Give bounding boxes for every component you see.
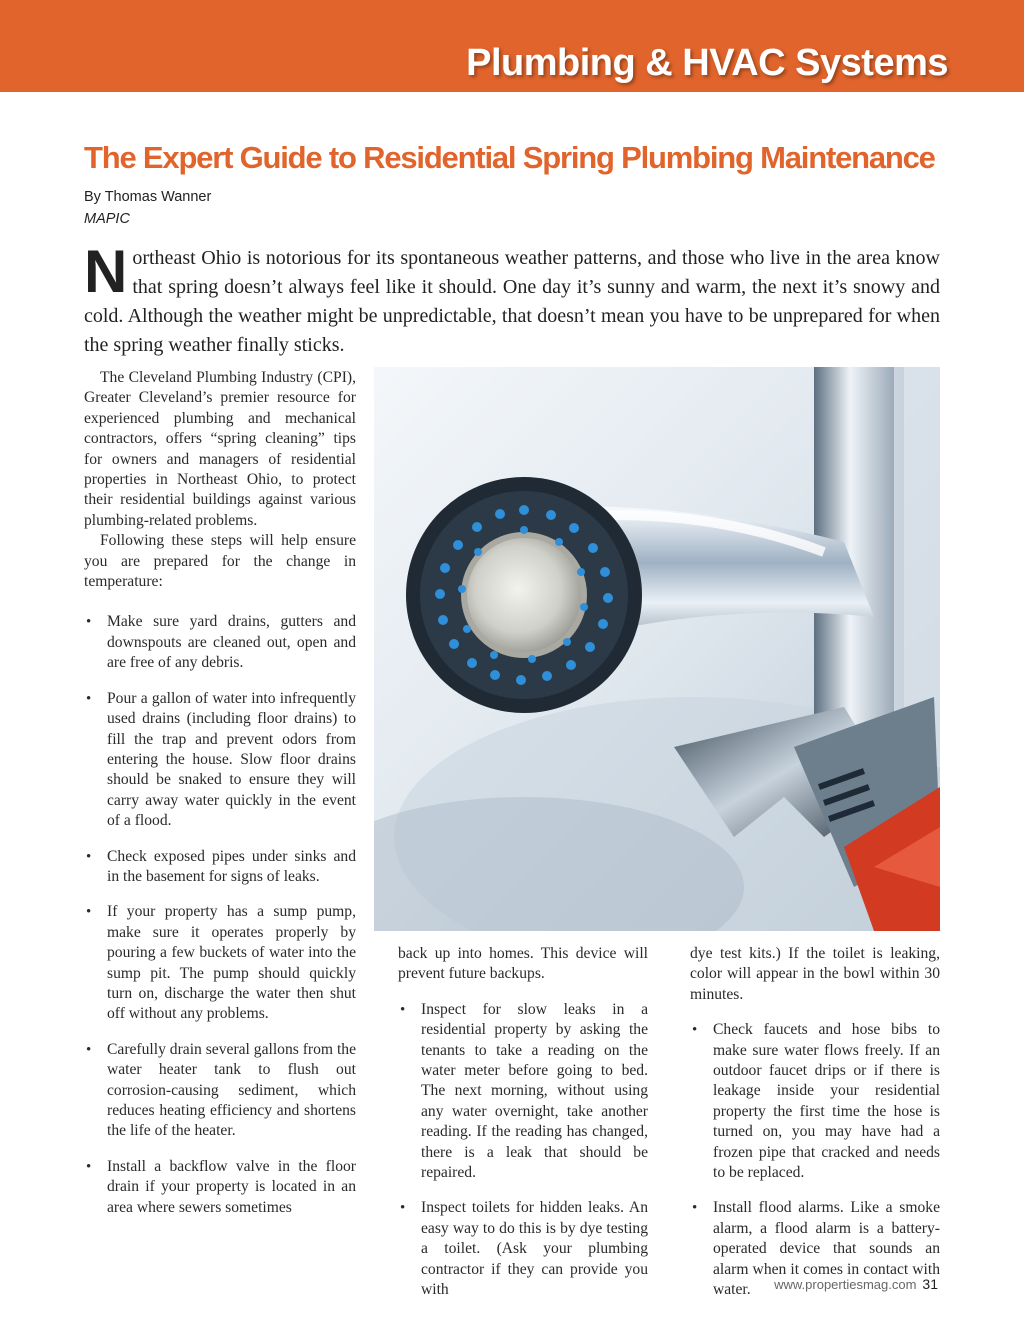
tips-list-3 (690, 1020, 940, 1300)
column-2 (398, 944, 648, 1316)
tips-list (84, 612, 356, 1218)
section-title: Plumbing & HVAC Systems (466, 42, 948, 84)
article-headline: The Expert Guide to Residential Spring Plumbing Maintenance (84, 140, 935, 175)
column-1 (84, 368, 356, 1233)
intro-text: ortheast Ohio is notorious for its spontaneous weather patterns, and those who live in the area know that spring doesn’t always feel like it should. One day it’s sunny and warm, the next it’s snowy and cold. Although the weather might be unpredictable, that doesn’t mean you have to be unprepared for when the spring weather finally sticks. (84, 247, 940, 356)
photo-illustration (374, 367, 940, 931)
list-item: • Install flood alarms. Like a smoke alarm, a flood alarm is a battery-operated device that sounds an alarm when it comes in contact with water. (690, 1198, 940, 1300)
author-byline: By Thomas Wanner (84, 189, 212, 205)
faucet-wrench-photo (374, 367, 940, 931)
body-paragraph: Following these steps will help ensure you are prepared for the change in temperature: (84, 532, 356, 591)
list-item: • Inspect for slow leaks in a residential property by asking the tenants to take a reading on the water meter before going to bed. The next morning, without using any water overnight, take another reading. If the reading has changed, there is a leak that should be repaired. (398, 1000, 648, 1184)
list-item: • Make sure yard drains, gutters and downspouts are cleaned out, open and are free of any debris. (84, 612, 356, 673)
column-3 (690, 944, 940, 1316)
list-item: • Carefully drain several gallons from the water heater tank to flush out corrosion-causing sediment, which reduces heating efficiency and shortens the life of the heater. (84, 1040, 356, 1142)
list-item: • If your property has a sump pump, make sure it operates properly by pouring a few buckets of water into the sump pit. The pump should quickly turn on, discharge the water then shut off without any problems. (84, 902, 356, 1024)
list-item: • Inspect toilets for hidden leaks. An easy way to do this is by dye testing a toilet. (Ask your plumbing contractor if they can provide you with (398, 1198, 648, 1300)
page-footer (774, 1276, 938, 1292)
list-item: • Check exposed pipes under sinks and in the basement for signs of leaks. (84, 847, 356, 888)
tips-list-2 (398, 1000, 648, 1301)
body-paragraph: The Cleveland Plumbing Industry (CPI), Greater Cleveland’s premier resource for experienced plumbing and mechanical contractors, offers “spring cleaning” tips for owners and managers of residential properties in Northeast Ohio, to protect their residential buildings against various plumbing-related problems. (84, 369, 356, 529)
drop-cap: N (84, 238, 128, 305)
continued-text: back up into homes. This device will prevent future backups. (398, 945, 648, 983)
list-item: • Check faucets and hose bibs to make sure water flows freely. If an outdoor faucet drips or if there is leakage inside your residential property the first time the hose is turned on, you may have had a frozen pipe that cracked and needs to be replaced. (690, 1020, 940, 1183)
page-number: 31 (922, 1276, 938, 1292)
continued-text: dye test kits.) If the toilet is leaking, color will appear in the bowl within 30 minutes. (690, 945, 940, 1003)
section-banner (0, 0, 1024, 92)
author-organization: MAPIC (84, 211, 130, 227)
intro-paragraph (84, 238, 940, 360)
list-item: • Pour a gallon of water into infrequently used drains (including floor drains) to fill the trap and prevent odors from entering the house. Slow floor drains should be snaked to ensure they will carry away water quickly in the event of a flood. (84, 689, 356, 832)
list-item: • Install a backflow valve in the floor drain if your property is located in an area where sewers sometimes (84, 1157, 356, 1218)
footer-url: www.propertiesmag.com (774, 1277, 917, 1292)
